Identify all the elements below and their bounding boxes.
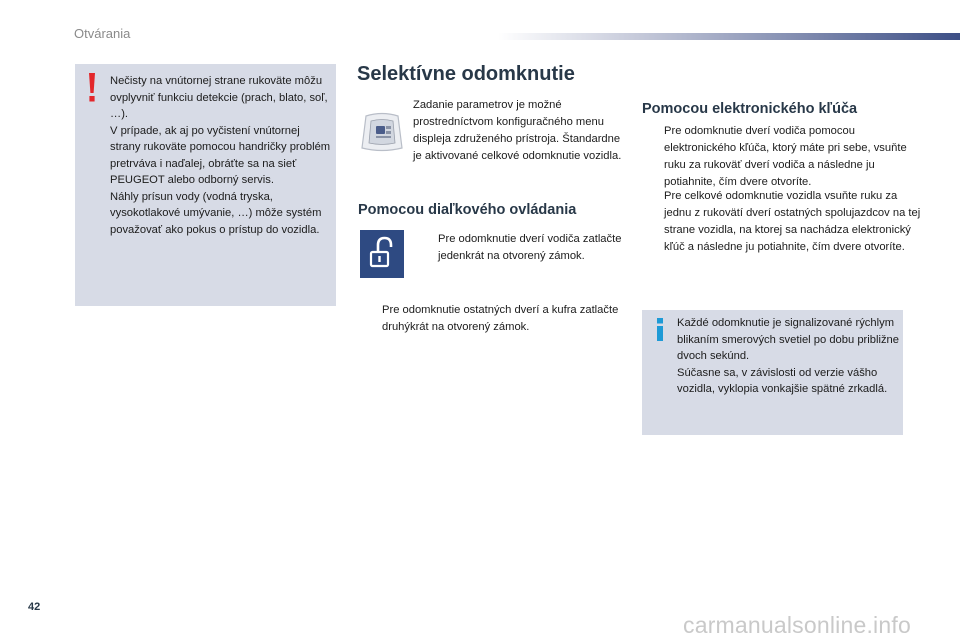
info-text xyxy=(677,315,899,398)
remote-heading: Pomocou diaľkového ovládania xyxy=(358,202,577,218)
remote-bullet-1 xyxy=(417,231,638,265)
remote-bullet-1-text: Pre odomknutie dverí vodiča zatlačte jedenkrát na otvorený zámok. xyxy=(438,233,622,262)
warning-text xyxy=(110,73,332,238)
key-bullet-1-text: Pre odomknutie dverí vodiča pomocou elektronického kľúča, ktorý máte pri sebe, vsuňte ruku za rukoväť dverí vodiča a následne ju potiahnite, čím dvere otvoríte. xyxy=(664,125,907,188)
page-title: Selektívne odomknutie xyxy=(357,63,575,85)
key-heading: Pomocou elektronického kľúča xyxy=(642,101,858,117)
intro-text: Zadanie parametrov je možné prostredníctvom konfiguračného menu displeja združeného prístroja. Štandardne je aktivované celkové odomknutie vozidla. xyxy=(413,99,622,162)
warning-line-3: Náhly prísun vody (vodná tryska, vysokotlakové umývanie, …) môže systém považovať ako pokus o prístup do vozidla. xyxy=(110,190,322,236)
info-icon xyxy=(652,316,668,344)
key-bullet-1 xyxy=(643,123,924,191)
remote-bullet-2-text: Pre odomknutie ostatných dverí a kufra zatlačte druhýkrát na otvorený zámok. xyxy=(382,304,619,333)
key-bullet-2-text: Pre celkové odomknutie vozidla vsuňte ruku za jednu z rukovätí dverí ostatných spolujazdcov na tej strane vozidla, na ktorej sa nachádza elektronický kľúč a následne ju potiahnite, čím dvere otvoríte. xyxy=(664,190,921,253)
instrument-display-icon xyxy=(358,110,406,154)
watermark: carmanualsonline.info xyxy=(683,612,911,638)
exclamation-icon xyxy=(84,71,100,105)
key-bullet-2 xyxy=(643,188,924,256)
info-line-1: Každé odomknutie je signalizované rýchlym blikaním smerových svetiel po dobu približne dvoch sekúnd. xyxy=(677,317,899,362)
remote-bullet-2 xyxy=(361,302,644,336)
warning-line-2: V prípade, ak aj po vyčistení vnútornej strany rukoväte pomocou handričky problém pretrváva i naďalej, obráťte sa na sieť PEUGEOT alebo odborný servis. xyxy=(110,124,331,186)
warning-line-1: Nečisty na vnútornej strane rukoväte môžu ovplyvniť funkciu detekcie (prach, blato, soľ, …). xyxy=(110,75,328,120)
unlock-padlock-icon xyxy=(360,230,404,278)
info-line-2: Súčasne sa, v závislosti od verzie vášho vozidla, vyklopia vonkajšie spätné zrkadlá. xyxy=(677,366,888,395)
page-number: 42 xyxy=(28,601,41,613)
section-label: Otvárania xyxy=(74,26,131,41)
header-bar xyxy=(498,33,960,40)
